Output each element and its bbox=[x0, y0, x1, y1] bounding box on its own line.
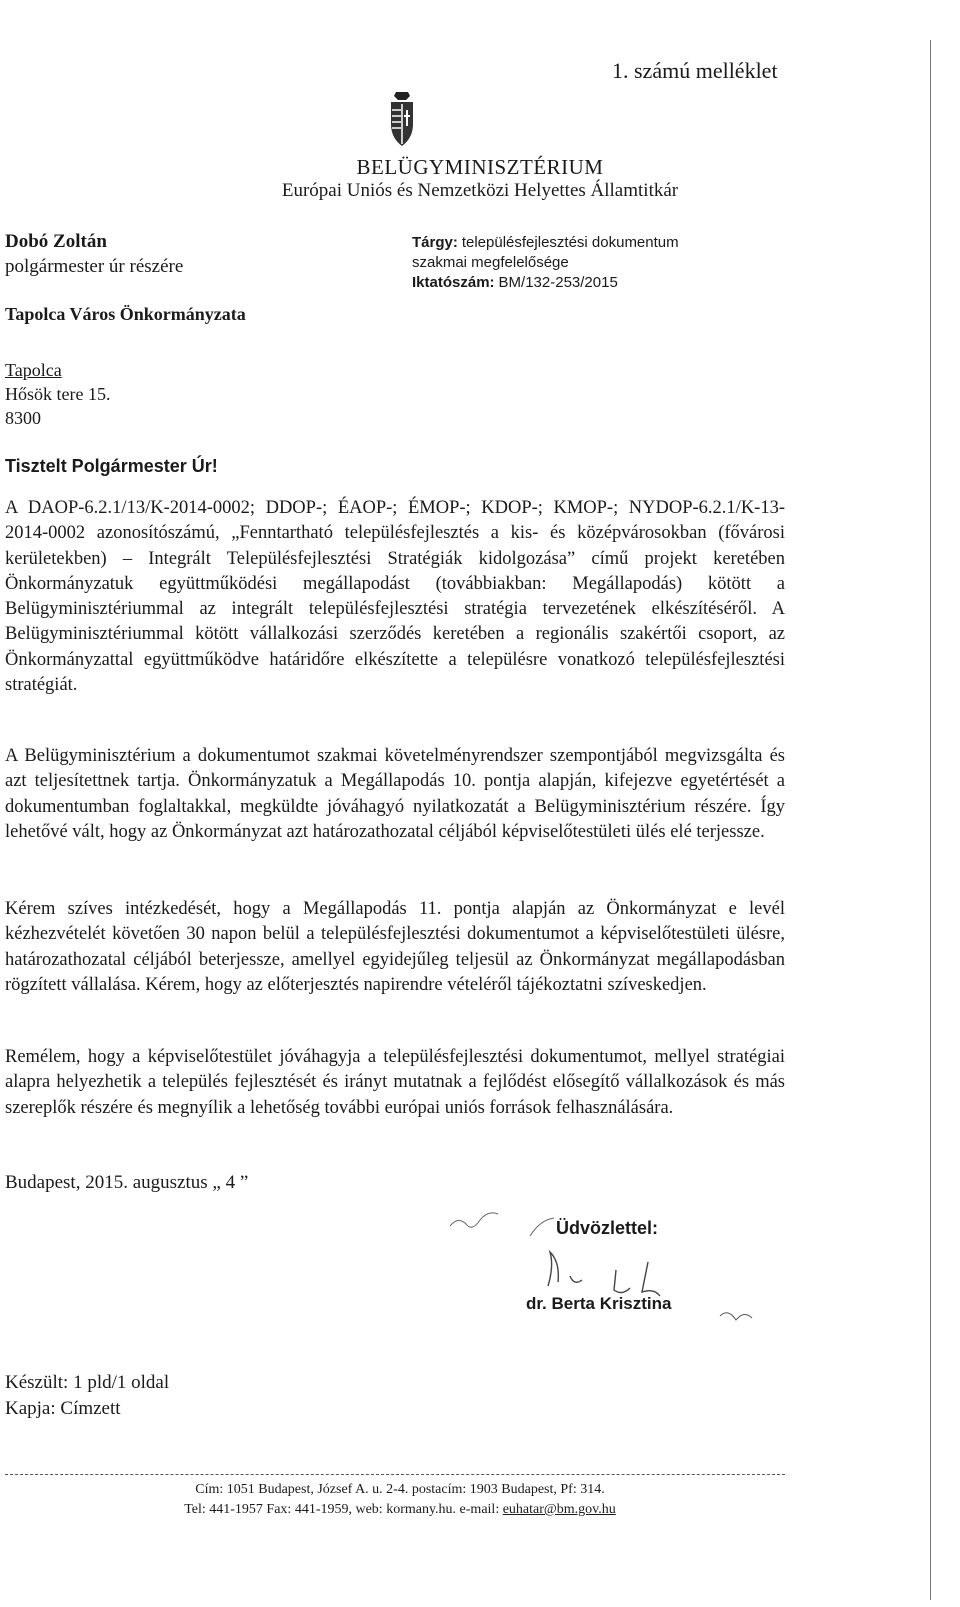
annex-label: 1. számú melléklet bbox=[612, 58, 778, 83]
footer-address: Cím: 1051 Budapest, József A. u. 2-4. postacím: 1903 Budapest, Pf: 314. bbox=[195, 1482, 605, 1497]
place-and-date: Budapest, 2015. augusztus „ 4 ” bbox=[5, 1172, 249, 1193]
footer-divider bbox=[5, 1474, 785, 1475]
paragraph-2: A Belügyminisztérium a dokumentumot szakmai követelményrendszer szempontjából megvizsgálta és azt teljesítettnek tartja. Önkormányzatuk a Megállapodás 10. pontja alapján, kifejezve egyetértését a dokumentumban foglaltakkal, megküldte jóváhagyó nyilatkozatát a Belügyminisztérium részére. Így lehetővé vált, hogy az Önkormányzat azt határozathozatal céljából képviselőtestületi ülés elé terjessze. bbox=[5, 746, 785, 842]
salutation: Tisztelt Polgármester Úr! bbox=[5, 456, 218, 476]
reference-label: Iktatószám: bbox=[412, 274, 495, 291]
ministry-name: BELÜGYMINISZTÉRIUM bbox=[356, 155, 604, 179]
recipient-note: Kapja: Címzett bbox=[5, 1398, 121, 1419]
addressee-zip: 8300 bbox=[5, 408, 41, 428]
subject-label: Tárgy: bbox=[412, 234, 458, 251]
addressee-role: polgármester úr részére bbox=[5, 256, 184, 277]
subject-line-2: szakmai megfelelősége bbox=[412, 254, 569, 271]
paragraph-3: Kérem szíves intézkedését, hogy a Megállapodás 11. pontja alapján az Önkormányzat e levél kézhezvételét követően 30 napon belül a településfejlesztési dokumentumot a képviselőtestületi ülésre, határozathozatal céljából beterjessze, amellyel egyidejűleg teljesül az Önkormányzat megállapodásban rögzített vállalása. Kérem, hogy az előterjesztés napirendre vételéről tájékoztatni szíveskedjen. bbox=[5, 899, 785, 995]
scan-edge-line bbox=[930, 40, 931, 1600]
addressee-name: Dobó Zoltán bbox=[5, 231, 107, 252]
coat-of-arms-icon bbox=[382, 90, 422, 148]
subject-block bbox=[412, 233, 679, 293]
footer-contact bbox=[0, 1502, 800, 1518]
ministry-secretariat: Európai Uniós és Nemzetközi Helyettes Államtitkár bbox=[281, 180, 679, 201]
reference-number: BM/132-253/2015 bbox=[498, 274, 618, 291]
paragraph-1: A DAOP-6.2.1/13/K-2014-0002; DDOP-; ÉAOP-; ÉMOP-; KDOP-; KMOP-; NYDOP-6.2.1/K-13-2014-0002 azonosítószámú, „Fenntartható településfejlesztés a kis- és középvárosokban (fővárosi kerületekben) – Integrált Településfejlesztési Stratégiák kidolgozása” című projekt keretében Önkormányzatuk együttműködési megállapodást (továbbiakban: Megállapodás) kötött a Belügyminisztériummal az integrált településfejlesztési stratégia tervezetének elkészítéséről. A Belügyminisztériummal kötött vállalkozási szerződés keretében a regionális szakértői csoport, az Önkormányzattal együttműködve határidőre elkészítette a településre vonatkozó településfejlesztési stratégiát. bbox=[5, 498, 785, 696]
paragraph-4: Remélem, hogy a képviselőtestület jóváhagyja a településfejlesztési dokumentumot, mellyel stratégiai alapra helyezhetik a település fejlesztését és irányt mutatnak a fejlődést elősegítő vállalkozások és más szereplők részére és megnyílik a lehetőség további európai uniós források felhasználására. bbox=[5, 1047, 785, 1118]
addressee-street: Hősök tere 15. bbox=[5, 384, 111, 404]
closing-greeting: Üdvözlettel: bbox=[556, 1218, 659, 1238]
footer-phone-fax-web: Tel: 441-1957 Fax: 441-1959, web: kormany.hu. e-mail: bbox=[184, 1502, 503, 1517]
signer-name: dr. Berta Krisztina bbox=[526, 1294, 672, 1313]
copies-note: Készült: 1 pld/1 oldal bbox=[5, 1372, 170, 1393]
subject-line-1: településfejlesztési dokumentum bbox=[461, 234, 679, 251]
footer-email-link[interactable]: euhatar@bm.gov.hu bbox=[502, 1502, 616, 1517]
addressee-organization: Tapolca Város Önkormányzata bbox=[5, 304, 246, 324]
addressee-city: Tapolca bbox=[5, 360, 62, 380]
